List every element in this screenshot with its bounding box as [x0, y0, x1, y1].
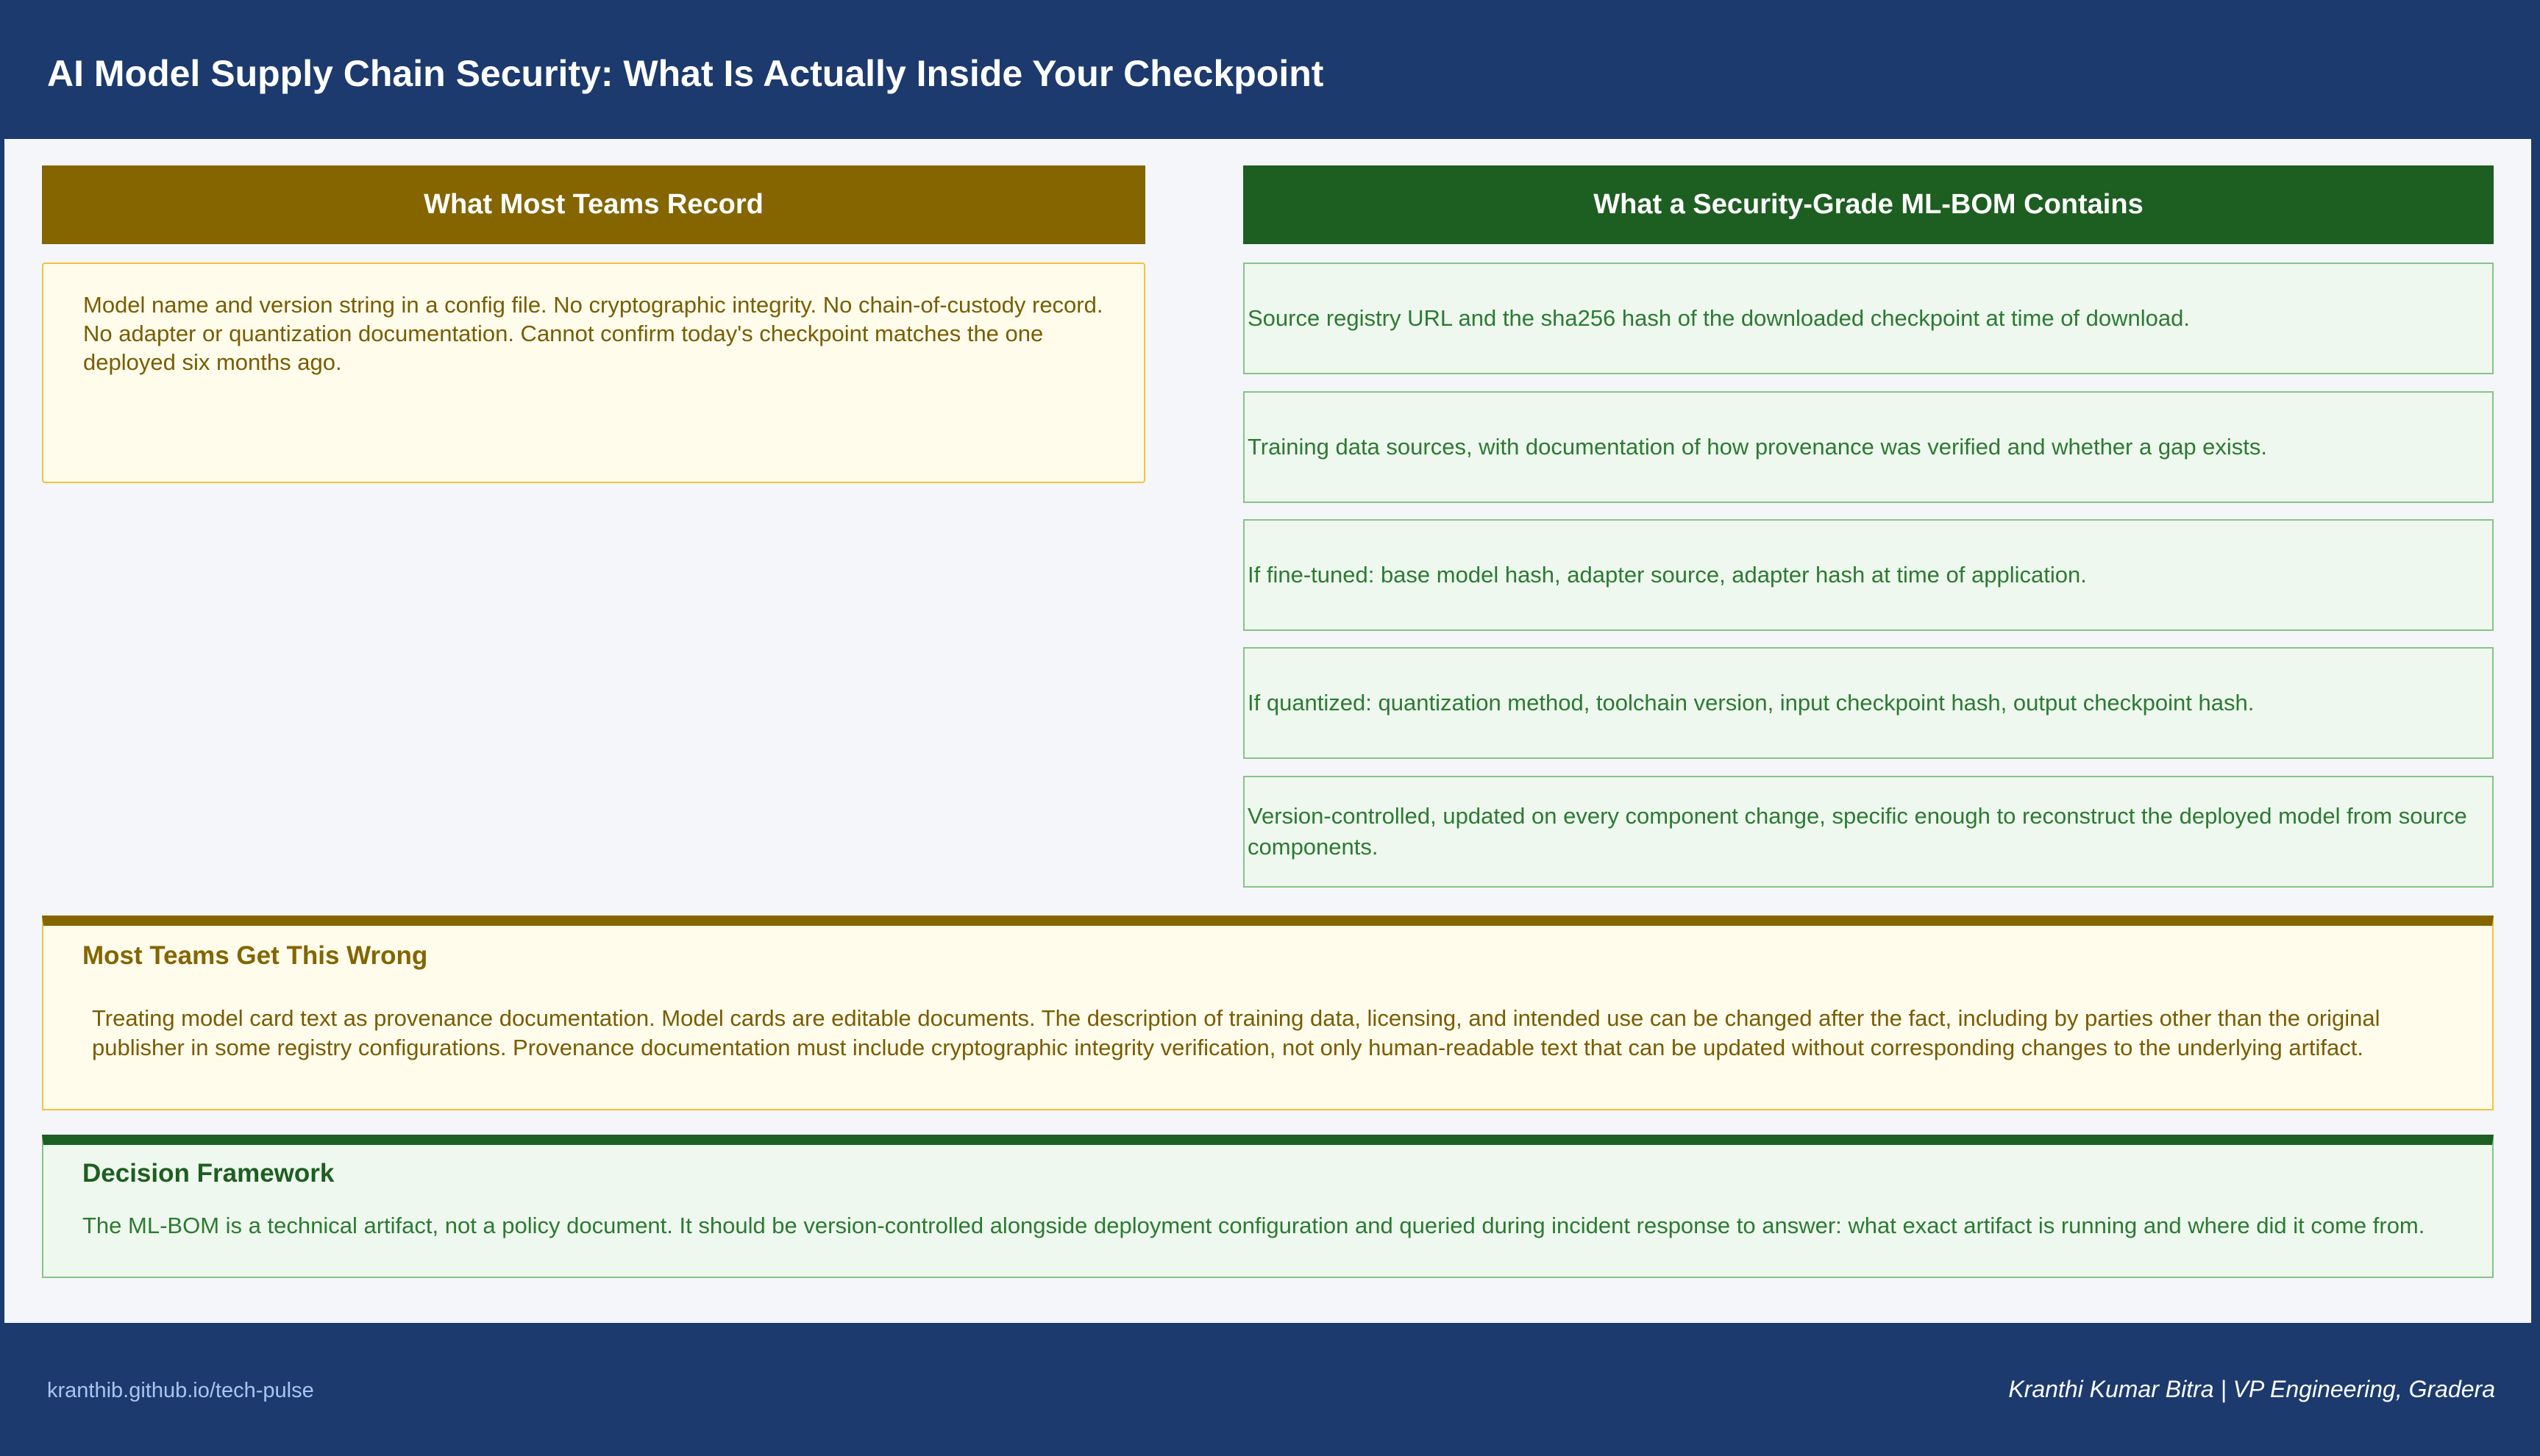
warning-text: Treating model card text as provenance documentation. Model cards are editable documents. The description of training data, licensing, and intended use can be changed after the fact, including by parties other than the original publisher in some registry configurations. Provenance documentation must include cryptographic integrity verification, not only human-readable text that can be updated without corresponding changes to the underlying artifact. — [92, 1005, 2380, 1060]
current-practice-card — [42, 263, 1145, 483]
decision-framework-callout — [42, 1135, 2494, 1278]
ml-bom-item — [1243, 263, 2494, 374]
decision-heading: Decision Framework — [82, 1159, 335, 1188]
decision-text: The ML-BOM is a technical artifact, not a policy document. It should be version-controlled alongside deployment configuration and queried during incident response to answer: what exact artifact is running and where did it come from. — [82, 1213, 2425, 1238]
current-practice-text: Model name and version string in a config file. No cryptographic integrity. No chain-of-custody record. No adapter or quantization documentation. Cannot confirm today's checkpoint matches the one deployed six months ago. — [83, 292, 1103, 375]
ml-bom-item-text: Version-controlled, updated on every component change, specific enough to reconstruct the deployed model from source components. — [1248, 803, 2467, 860]
ml-bom-item — [1243, 519, 2494, 631]
ml-bom-item-text: If fine-tuned: base model hash, adapter source, adapter hash at time of application. — [1248, 562, 2087, 588]
left-column-heading: What Most Teams Record — [42, 165, 1145, 244]
warning-heading: Most Teams Get This Wrong — [82, 941, 428, 970]
ml-bom-item — [1243, 647, 2494, 759]
right-column-heading: What a Security-Grade ML-BOM Contains — [1243, 165, 2494, 244]
ml-bom-item-text: Training data sources, with documentation of how provenance was verified and whether a gap exists. — [1248, 434, 2268, 460]
ml-bom-item — [1243, 776, 2494, 888]
warning-callout — [42, 916, 2494, 1110]
ml-bom-item-text: Source registry URL and the sha256 hash of the downloaded checkpoint at time of download. — [1248, 305, 2190, 331]
ml-bom-item-text: If quantized: quantization method, toolchain version, input checkpoint hash, output checkpoint hash. — [1248, 690, 2255, 715]
page-title: AI Model Supply Chain Security: What Is Actually Inside Your Checkpoint — [47, 53, 1324, 94]
footer-author: Kranthi Kumar Bitra | VP Engineering, Gradera — [2008, 1376, 2495, 1402]
ml-bom-item — [1243, 391, 2494, 503]
footer-site-link[interactable]: kranthib.github.io/tech-pulse — [47, 1379, 314, 1402]
header-bar — [0, 0, 2540, 137]
